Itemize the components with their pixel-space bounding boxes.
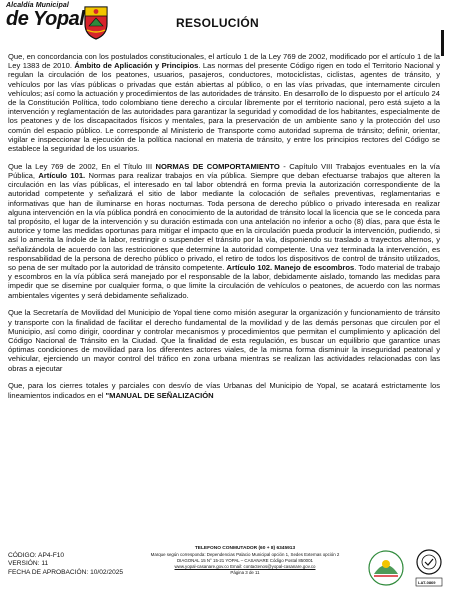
paragraph-2 [8,162,440,300]
paragraph-1-bold: Ámbito de Aplicación y Principios [74,61,199,71]
phone-line: TELEFONO CONMUTADOR (60 + 8) 6345913 [194,546,296,551]
paragraph-1-text-b: . Las normas del presente Código rigen en todo el Territorio Nacional y regulan la circulación de los peatones, usuarios, pasajeros, conductores, motociclistas, ciclistas, agentes de tránsito, y vehículos por las vías públicas o privadas que están abiertas al público, o en las vías privadas, que internamente circulen vehículos; así como la actuación y procedimientos de las autoridades de tránsito. En desarrollo de lo dispuesto por el artículo 24 de la Constitución Política, todo colombiano tiene derecho a circular libremente por el territorio nacional, pero está sujeto a la intervención y reglamentación de las autoridades para garantizar la seguridad y comodidad de los habitantes, especialmente de los peatones y de los discapacitados físicos y mentales, para la preservación de un ambiente sano y la protección del uso común del espacio público. Le corresponde al Ministerio de Transporte como autoridad suprema de tránsito; definir, orientar, vigilar e inspeccionar la ejecución de la política nacional en materia de tránsito, y entre los principios rectores del Código se establece la seguridad de los usuarios. [8,61,440,154]
paragraph-2-text-b: - Capítulo VIII Trabajos eventuales en la vía Pública, [8,161,440,181]
margin-bar [441,30,444,56]
document-header [0,0,454,48]
approval-date: FECHA DE APROBACIÓN: 10/02/2025 [8,568,124,576]
paragraph-2-text-c: Normas para realizar trabajos en vía pública. Siempre que deban efectuarse trabajos que alteren la circulación en las vías públicas, el interesado en tal labor obtendrá en forma previa la autorización correspondiente de la autoridad competente y señalizará el sitio de labor mediante la colocación de señales preventivas, reglamentarias e informativas que han de iluminarse en horas nocturnas. Toda persona de derecho público o privado interesada en realizar alguna intervención en la vía pública pondrá en conocimiento de la autoridad de tránsito local la licencia que se le conceda para tal propósito, el lugar de la intervención y su duración estimada con una antelación no inferior a ocho (8) días, para que ésta le autorice y tome las medidas oportunas para mitigar el impacto que en la circulación pueda producir la intervención, pudiendo, si así lo amerita la índole de la labor, restringir o suspender el tránsito por la vía, disponiendo su traslado a trayectos alternos, y señalizándola de acuerdo con las restricciones que determine la autoridad competente. Una vez terminada la intervención, es responsabilidad de la persona de derecho público o privado, el retiro de todos los dispositivos de control de tránsito utilizados, so pena de ser multado por la autoridad de tránsito competente. [8,171,440,273]
paragraph-2-bold-art101: Artículo 101. [38,171,86,181]
footer-logos [366,546,450,598]
coat-of-arms-icon [83,4,109,40]
paragraph-1 [8,52,440,153]
certification-label: LAT-0869 [418,580,436,585]
logo-org-line: Alcaldía Municipal [6,2,69,9]
phone-options: Marque según corresponda: Dependencias Palacio Municipal opción 1, Sedes Externas opción 2 [150,552,340,558]
contact-info [130,546,360,576]
document-version: VERSIÓN: 11 [8,560,49,568]
paragraph-2-bold-title: NORMAS DE COMPORTAMIENTO [155,161,280,171]
address-line: DIAGONAL 15 N° 15-21 YOPAL – CASANARE Código Postal 850001 [177,558,313,564]
paragraph-3: Que la Secretaría de Movilidad del Municipio de Yopal tiene como misión asegurar la organización y funcionamiento de tránsito y transporte con la finalidad de facilitar el derecho fundamental de la movilidad y de las demás personas que circulen por el Municipio, así como dirigir, coordinar y controlar mecanismos y procedimientos que permitan el cumplimiento y aplicación del Código Nacional de Tránsito en la Ciudad. Que la finalidad de esta regulación, es buscar un equilibrio que garantice unas óptimas condiciones de movilidad para los diferentes actores viales, de la misma forma disminuir la inseguridad peatonal y vehicular, ejerciendo un mayor control del tráfico en zona urbana mientras se realizan las actividades relacionadas con las obras a ejecutar [8,308,440,373]
municipal-seal-icon [366,548,406,588]
paragraph-2-text-a: Que la Ley 769 de 2002, En el Título III [8,161,156,171]
paragraph-4-text: Que, para los cierres totales y parciales con desvío de vías Urbanas del Municipio de Yopal, se acatará estrictamente los lineamientos indicados en el [8,381,440,400]
document-code: CÓDIGO: AP4-F10 [8,552,65,559]
paragraph-2-text-d: . Todo material de trabajo y escombros en la vía pública será manejado por el responsable de la labor, debidamente aislado, tomando las medidas para impedir que se disemine por cualquier forma, o que limite la circulación de vehículos o peatones, de acuerdo con las normas ambientales vigentes y será debidamente señalizado. [8,263,440,300]
document-title: RESOLUCIÓN [176,16,260,30]
document-control-info [8,552,123,577]
document-body [8,52,440,408]
logo-org-name: de Yopal [6,8,85,30]
alcaldia-logo [4,2,104,44]
paragraph-1-text-a: Que, en concordancia con los postulados constitucionales, el artículo 1 de la Ley 769 de 2002, modificado por el artículo 1 de la Ley 1383 de 2010. [8,52,440,71]
paragraph-4-bold: "MANUAL DE SEÑALIZACIÓN [105,390,214,400]
page-number: Página 3 de 11 [230,570,260,576]
paragraph-2-bold-art102: Artículo 102. Manejo de escombros [226,263,355,273]
paragraph-4 [8,381,440,399]
web-email-line[interactable]: www.yopal-casanare.gov.co Email: contactenos@yopal-casanare.gov.co [174,564,316,570]
